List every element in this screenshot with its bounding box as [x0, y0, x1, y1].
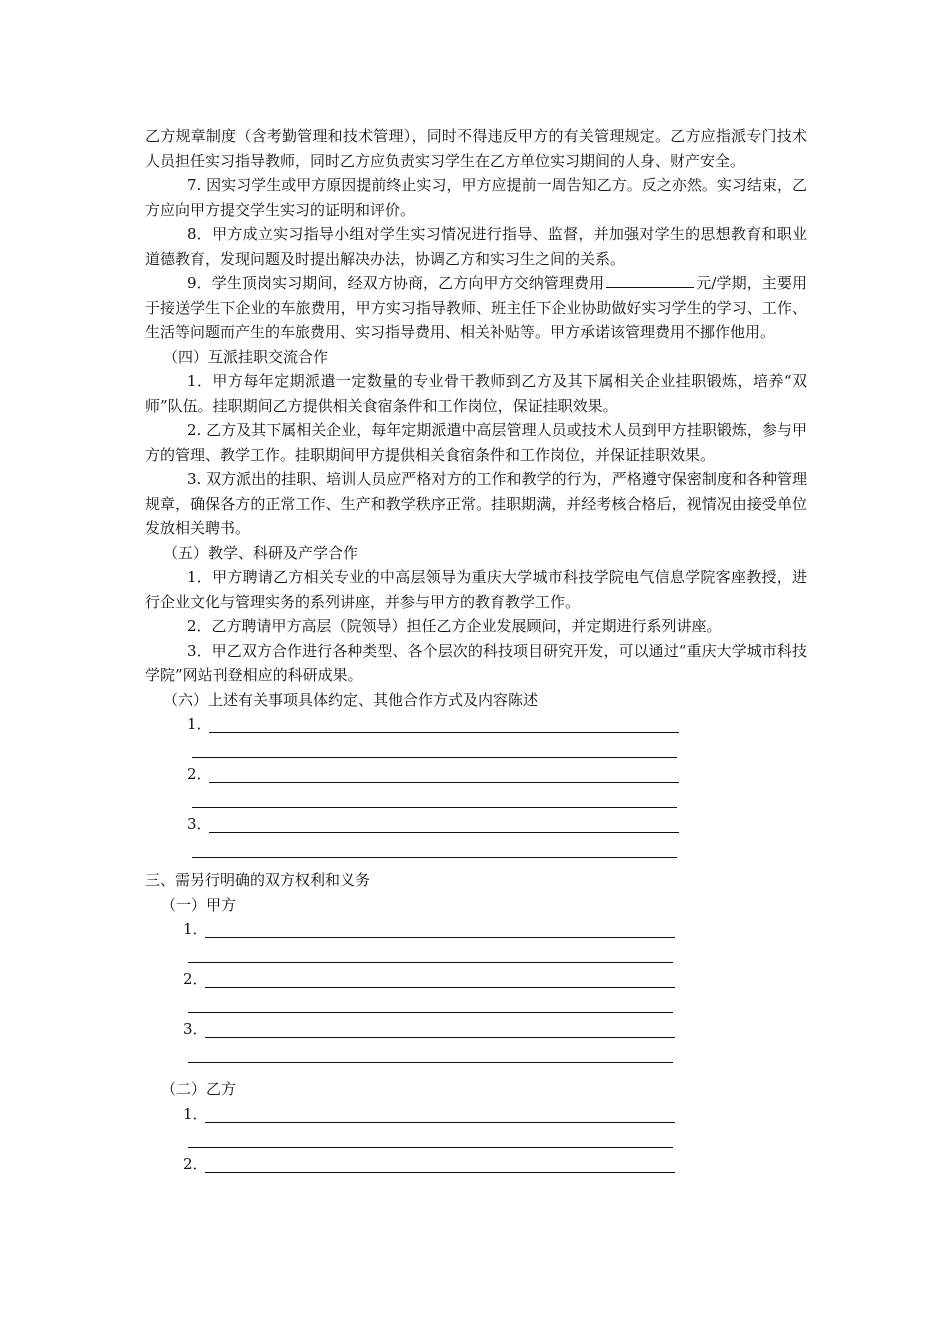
blank-number: 2．	[187, 765, 212, 783]
fill-line[interactable]	[192, 857, 677, 858]
document-body	[145, 124, 807, 1177]
blank-continuation	[187, 737, 807, 762]
section-5-item-2: 2．乙方聘请甲方高层（院领导）担任乙方企业发展顾问，并定期进行系列讲座。	[187, 617, 722, 635]
blank-item-2	[183, 1152, 807, 1177]
clause-9-part-b: 元/学期，主要用于接送学生下企业的车旅费用，甲方实习指导教师、班主任下企业协助做好实习学生的学习、工作、生活等问题而产生的车旅费用、实习指导费用、相关补贴等。甲方承诺该管理费用不挪作他用。	[145, 274, 807, 341]
blank-item-2	[183, 967, 807, 992]
blank-item-3	[187, 812, 807, 837]
section-5-title: （五）教学、科研及产学合作	[163, 543, 359, 562]
section-4-title: （四）互派挂职交流合作	[163, 347, 329, 366]
fill-line[interactable]	[209, 782, 679, 783]
blank-item-1	[187, 712, 807, 737]
fill-line[interactable]	[188, 1012, 673, 1013]
paragraph-continuation: 乙方规章制度（含考勤管理和技术管理），同时不得违反甲方的有关管理规定。乙方应指派专门技术人员担任实习指导教师，同时乙方应负责实习学生在乙方单位实习期间的人身、财产安全。	[145, 127, 807, 170]
blank-number: 2．	[183, 1154, 208, 1173]
fill-line[interactable]	[192, 807, 677, 808]
fill-line[interactable]	[188, 1147, 673, 1148]
blank-continuation	[183, 1127, 807, 1152]
section-3-title: 三、需另行明确的双方权利和义务	[145, 871, 371, 889]
blank-number: 1．	[183, 1104, 208, 1123]
party-b-blanks	[183, 1102, 807, 1177]
blank-item-1	[183, 917, 807, 942]
party-b-heading: （二）乙方	[161, 1080, 237, 1098]
blank-continuation	[187, 837, 807, 862]
party-a-blanks	[183, 917, 807, 1067]
section-4-item-1: 1．甲方每年定期派遣一定数量的专业骨干教师到乙方及其下属相关企业挂职锻炼，培养“双师”队伍。挂职期间乙方提供相关食宿条件和工作岗位，保证挂职效果。	[145, 372, 807, 415]
blank-number: 1．	[187, 715, 212, 733]
fill-line[interactable]	[205, 1122, 675, 1123]
section-5-item-1: 1．甲方聘请乙方相关专业的中高层领导为重庆大学城市科技学院电气信息学院客座教授，进行企业文化与管理实务的系列讲座，并参与甲方的教育教学工作。	[145, 568, 807, 611]
fill-line[interactable]	[188, 1062, 673, 1063]
fee-blank[interactable]	[606, 273, 694, 288]
section-4-item-2: 2. 乙方及其下属相关企业，每年定期派遣中高层管理人员或技术人员到甲方挂职锻炼，参与甲方的管理、教学工作。挂职期间甲方提供相关食宿条件和工作岗位，并保证挂职效果。	[145, 421, 807, 464]
clause-9	[145, 271, 807, 345]
blank-item-2	[187, 762, 807, 787]
section-4-item-3: 3. 双方派出的挂职、培训人员应严格对方的工作和教学的行为，严格遵守保密制度和各种管理规章，确保各方的正常工作、生产和教学秩序正常。挂职期满，并经考核合格后，视情况由接受单位发放相关聘书。	[145, 470, 807, 537]
spacer	[145, 1067, 807, 1077]
clause-9-part-a: 9．学生顶岗实习期间，经双方协商，乙方向甲方交纳管理费用	[187, 274, 605, 292]
section-6-title: （六）上述有关事项具体约定、其他合作方式及内容陈述	[163, 690, 539, 709]
blank-item-3	[183, 1017, 807, 1042]
fill-line[interactable]	[209, 732, 679, 733]
blank-number: 2．	[183, 970, 208, 988]
fill-line[interactable]	[188, 962, 673, 963]
blank-number: 3．	[183, 1020, 208, 1038]
fill-line[interactable]	[205, 937, 675, 938]
clause-7: 7. 因实习学生或甲方原因提前终止实习，甲方应提前一周告知乙方。反之亦然。实习结束，乙方应向甲方提交学生实习的证明和评价。	[145, 176, 807, 219]
fill-line[interactable]	[205, 1172, 675, 1173]
blank-number: 3．	[187, 815, 212, 833]
blank-continuation	[183, 992, 807, 1017]
clause-8: 8．甲方成立实习指导小组对学生实习情况进行指导、监督，并加强对学生的思想教育和职业道德教育，发现问题及时提出解决办法，协调乙方和实习生之间的关系。	[145, 225, 807, 268]
blank-continuation	[183, 942, 807, 967]
blank-continuation	[187, 787, 807, 812]
fill-line[interactable]	[192, 757, 677, 758]
fill-line[interactable]	[205, 987, 675, 988]
blank-item-1	[183, 1102, 807, 1127]
section-6-blanks	[187, 712, 807, 862]
blank-continuation	[183, 1042, 807, 1067]
fill-line[interactable]	[209, 832, 679, 833]
blank-number: 1．	[183, 920, 208, 938]
fill-line[interactable]	[205, 1037, 675, 1038]
party-a-heading: （一）甲方	[161, 895, 237, 914]
section-5-item-3: 3．甲乙双方合作进行各种类型、各个层次的科技项目研究开发，可以通过“重庆大学城市科技学院”网站刊登相应的科研成果。	[145, 641, 807, 684]
